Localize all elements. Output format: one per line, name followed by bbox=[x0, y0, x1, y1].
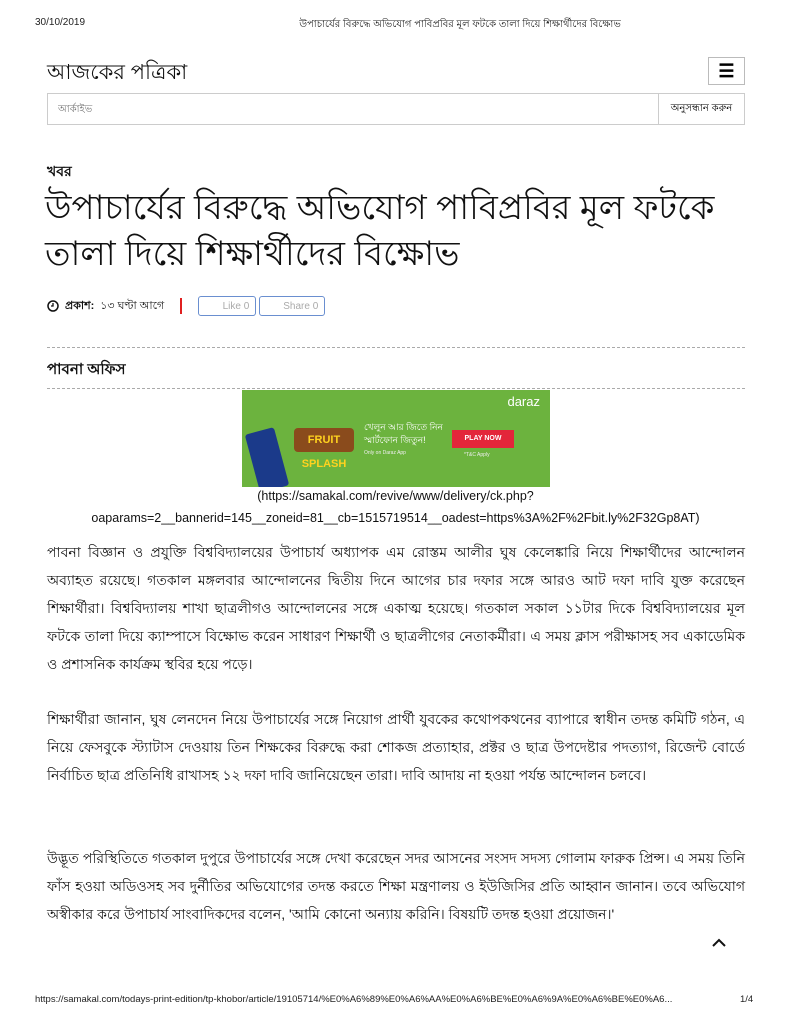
print-title: উপাচার্যের বিরুদ্ধে অভিযোগ পাবিপ্রবির মূল ফটকে তালা দিয়ে শিক্ষার্থীদের বিক্ষোভ bbox=[299, 19, 621, 30]
clock-icon bbox=[47, 300, 59, 312]
hamburger-icon: ☰ bbox=[718, 60, 735, 81]
ad-subtext: Only on Daraz App bbox=[364, 450, 406, 456]
search-bar bbox=[47, 93, 745, 125]
search-button[interactable]: অনুসন্ধান করুন bbox=[658, 94, 744, 124]
ad-text: স্মার্টফোন জিতুন! bbox=[364, 435, 426, 445]
ad-link[interactable]: oaparams=2__bannerid=145__zoneid=81__cb=1515719514__oadest=https%3A%2F%2Fbit.ly%2F32Gp8AT) bbox=[91, 511, 700, 525]
divider bbox=[180, 298, 182, 314]
site-logo[interactable]: আজকের পত্রিকা bbox=[47, 61, 188, 84]
ad-banner[interactable] bbox=[242, 390, 550, 487]
published-time: ১৩ ঘণ্টা আগে bbox=[100, 299, 165, 312]
article-meta bbox=[47, 296, 325, 316]
article-headline: উপাচার্যের বিরুদ্ধে অভিযোগ পাবিপ্রবির মূল ফটকে তালা দিয়ে শিক্ষার্থীদের বিক্ষোভ bbox=[45, 189, 715, 273]
ad-link[interactable]: (https://samakal.com/revive/www/delivery/ck.php? bbox=[257, 489, 534, 503]
daraz-logo: daraz bbox=[507, 394, 540, 409]
article-paragraph: পাবনা বিজ্ঞান ও প্রযুক্তি বিশ্ববিদ্যালয়ের উপাচার্য অধ্যাপক এম রোস্তম আলীর ঘুষ কেলেঙ্কারি নিয়ে শিক্ষার্থীদের আন্দোলন অব্যাহত রয়েছে। গতকাল মঙ্গলবার আন্দোলনের দ্বিতীয় দিনে আগের চার দফার সঙ্গে আরও আট দফা দাবি যুক্ত করেছেন শিক্ষার্থীরা। বিশ্ববিদ্যালয় শাখা ছাত্রলীগও আন্দোলনের সঙ্গে একাত্ম হয়েছে। গতকাল সকাল ১১টার দিকে বিশ্ববিদ্যালয়ের মূল ফটকে তালা দিয়ে ক্যাম্পাসে বিক্ষোভ করেন সাধারণ শিক্ষার্থী ও ছাত্রলীগের নেতাকর্মীরা। এ সময় ক্লাস পরীক্ষাসহ সব একাডেমিক ও প্রশাসনিক কার্যক্রম স্থবির হয়ে পড়ে। bbox=[47, 544, 745, 672]
article-paragraph: উদ্ভূত পরিস্থিতিতে গতকাল দুপুরে উপাচার্যের সঙ্গে দেখা করেছেন সদর আসনের সংসদ সদস্য গোলাম ফারুক প্রিন্স। এ সময় তিনি ফাঁস হওয়া অডিওসহ সব দুর্নীতির অভিযোগের তদন্ত করতে শিক্ষা মন্ত্রণালয় ও ইউজিসির প্রতি আহ্বান জানান। তবে অভিযোগ অস্বীকার করে উপাচার্য সাংবাদিকদের বলেন, 'আমি কোনো অন্যায় করিনি। বিষয়টি তদন্ত হওয়া প্রয়োজন।' bbox=[47, 850, 745, 922]
print-date: 30/10/2019 bbox=[35, 17, 86, 28]
game-logo: FRUIT SPLASH bbox=[294, 428, 354, 452]
share-button[interactable]: Share 0 bbox=[259, 296, 325, 316]
page-number: 1/4 bbox=[740, 994, 754, 1005]
menu-button[interactable] bbox=[708, 57, 745, 85]
category-label[interactable]: খবর bbox=[47, 163, 72, 179]
print-footer-url: https://samakal.com/todays-print-edition/tp-khobor/article/19105714/%E0%A6%89%E0%A6%AA%E0%A6%BE%E0%A6%9A%E0%A6%BE%E0%A6... bbox=[35, 994, 673, 1005]
search-input[interactable] bbox=[48, 94, 658, 124]
ad-terms: *T&C Apply bbox=[464, 452, 490, 458]
ad-text: খেলুন আর জিতে নিন bbox=[364, 422, 443, 432]
article-paragraph: শিক্ষার্থীরা জানান, ঘুষ লেনদেন নিয়ে উপাচার্যের সঙ্গে নিয়োগ প্রার্থী যুবকের কথোপকথনের ব্যাপারে স্বাধীন তদন্ত কমিটি গঠন, এ নিয়ে ফেসবুকে স্ট্যাটাস দেওয়ায় তিন শিক্ষকের বিরুদ্ধে করা শোকজ প্রত্যাহার, প্রক্টর ও ছাত্র উপদেষ্টার পদত্যাগ, রিজেন্ট বোর্ডে নির্বাচিত ছাত্র প্রতিনিধি রাখাসহ ১২ দফা দাবি জানিয়েছেন তারা। দাবি আদায় না হওয়া পর্যন্ত আন্দোলন চলবে। bbox=[47, 711, 745, 783]
separator bbox=[47, 347, 745, 348]
separator bbox=[47, 388, 745, 389]
phone-image bbox=[245, 427, 290, 487]
like-button[interactable]: Like 0 bbox=[198, 296, 256, 316]
scroll-to-top-icon[interactable] bbox=[711, 938, 727, 948]
play-now-button[interactable]: PLAY NOW bbox=[452, 430, 514, 448]
published-label: প্রকাশ: bbox=[65, 299, 95, 312]
byline: পাবনা অফিস bbox=[47, 361, 126, 378]
